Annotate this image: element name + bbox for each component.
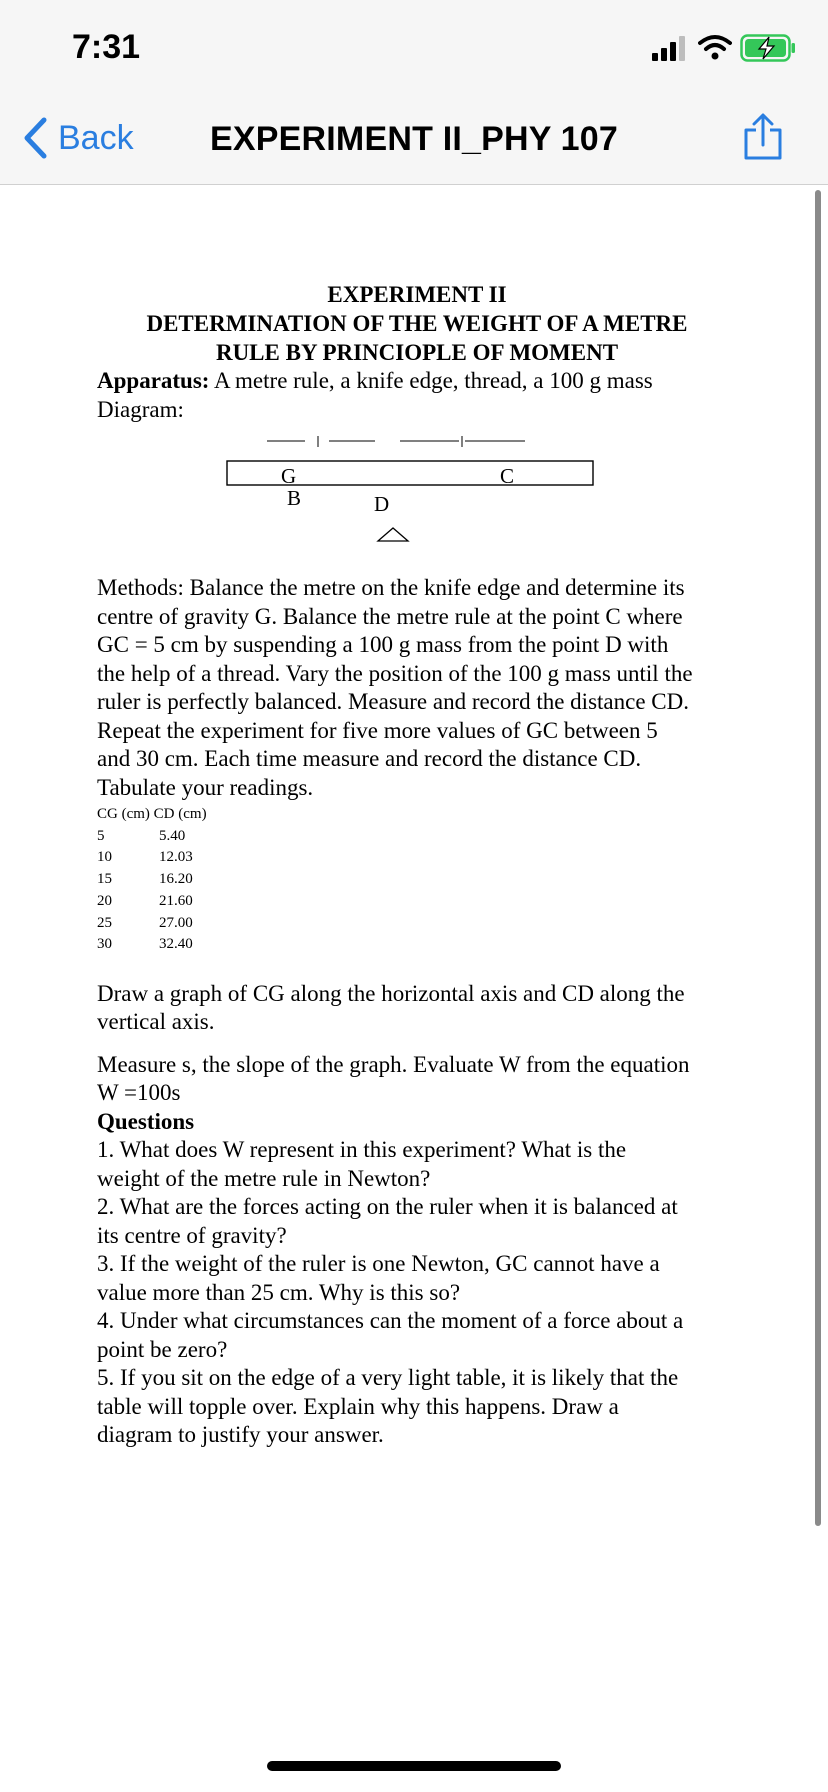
graph-instruction-line: Draw a graph of CG along the horizontal axis and CD along the <box>97 980 685 1006</box>
table-cell: 32.40 <box>159 936 193 953</box>
methods-line: GC = 5 cm by suspending a 100 g mass from the point D with <box>97 632 669 657</box>
battery-charging-icon <box>740 34 796 62</box>
doc-heading-1: EXPERIMENT II <box>327 282 507 307</box>
table-row <box>97 869 737 891</box>
question-line: weight of the metre rule in Newton? <box>97 1165 431 1191</box>
question-line: table will topple over. Explain why this happens. Draw a <box>97 1393 619 1419</box>
table-cell: 16.20 <box>159 871 193 888</box>
moment-diagram <box>97 424 737 574</box>
table-row <box>97 826 737 848</box>
graph-instruction-line: vertical axis. <box>97 1009 215 1035</box>
table-cell: 5 <box>97 827 105 844</box>
methods-line: ruler is perfectly balanced. Measure and record the distance CD. <box>97 689 689 714</box>
wifi-icon <box>698 34 732 60</box>
back-label: Back <box>58 118 134 157</box>
doc-heading-3: RULE BY PRINCIOPLE OF MOMENT <box>215 340 619 365</box>
diagram-lines <box>97 424 737 574</box>
doc-heading-2: DETERMINATION OF THE WEIGHT OF A METRE <box>146 311 688 336</box>
question-line: 1. What does W represent in this experiment? What is the <box>97 1137 627 1163</box>
status-bar <box>0 0 828 96</box>
slope-instruction-line: Measure s, the slope of the graph. Evaluate W from the equation <box>97 1051 690 1077</box>
question-line: 5. If you sit on the edge of a very light table, it is likely that the <box>97 1365 679 1391</box>
table-row <box>97 891 737 913</box>
diagram-label-c: C <box>500 464 515 488</box>
apparatus-label: Apparatus: <box>97 368 210 393</box>
readings-table <box>97 804 737 956</box>
methods-line: centre of gravity G. Balance the metre rule at the point C where <box>97 603 683 629</box>
home-indicator[interactable] <box>267 1761 561 1771</box>
knife-edge-icon <box>378 528 408 541</box>
table-header: CD (cm) <box>153 806 207 822</box>
slope-instruction-line: W =100s <box>97 1080 181 1106</box>
table-cell: 30 <box>97 936 112 953</box>
table-header: CG (cm) <box>97 806 150 822</box>
table-row <box>97 847 737 869</box>
table-header-row <box>97 804 737 826</box>
document-page <box>97 280 737 1450</box>
status-time: 7:31 <box>72 28 141 66</box>
question-line: 4. Under what circumstances can the moment of a force about a <box>97 1308 684 1334</box>
question-line: 2. What are the forces acting on the ruler when it is balanced at <box>97 1194 678 1220</box>
table-row <box>97 934 737 956</box>
methods-text <box>97 574 737 802</box>
table-cell: 25 <box>97 914 112 931</box>
methods-line: Repeat the experiment for five more values of GC between 5 <box>97 717 658 743</box>
methods-line: Methods: Balance the metre on the knife edge and determine its <box>97 575 685 600</box>
methods-line: and 30 cm. Each time measure and record the distance CD. <box>97 746 642 771</box>
scrollbar[interactable] <box>815 190 821 1526</box>
table-cell: 27.00 <box>159 914 193 931</box>
question-line: 3. If the weight of the ruler is one Newton, GC cannot have a <box>97 1251 660 1277</box>
apparatus-line <box>97 367 737 396</box>
graph-instruction <box>97 980 737 1037</box>
questions-list <box>97 1136 737 1450</box>
question-line: value more than 25 cm. Why is this so? <box>97 1279 461 1305</box>
diagram-label-g: G <box>281 464 297 488</box>
table-cell: 20 <box>97 892 112 909</box>
cellular-signal-icon <box>652 36 688 62</box>
share-icon[interactable] <box>742 112 784 162</box>
question-line: diagram to justify your answer. <box>97 1422 384 1448</box>
page-title: EXPERIMENT II_PHY 107 <box>210 120 618 158</box>
question-line: its centre of gravity? <box>97 1222 287 1248</box>
questions-heading: Questions <box>97 1108 195 1134</box>
navigation-bar <box>0 96 828 185</box>
slope-instruction <box>97 1051 737 1108</box>
methods-line: the help of a thread. Vary the position of the 100 g mass until the <box>97 660 693 686</box>
table-cell: 15 <box>97 871 112 888</box>
table-cell: 21.60 <box>159 892 193 909</box>
table-cell: 5.40 <box>159 827 186 844</box>
question-line: point be zero? <box>97 1336 228 1362</box>
table-cell: 10 <box>97 849 112 866</box>
table-row <box>97 913 737 935</box>
methods-line: Tabulate your readings. <box>97 774 314 800</box>
apparatus-text: A metre rule, a knife edge, thread, a 100 g mass <box>213 368 653 393</box>
diagram-label-d: D <box>374 492 390 516</box>
diagram-label: Diagram: <box>97 396 184 422</box>
table-cell: 12.03 <box>159 849 193 866</box>
diagram-label-b: B <box>287 486 302 510</box>
